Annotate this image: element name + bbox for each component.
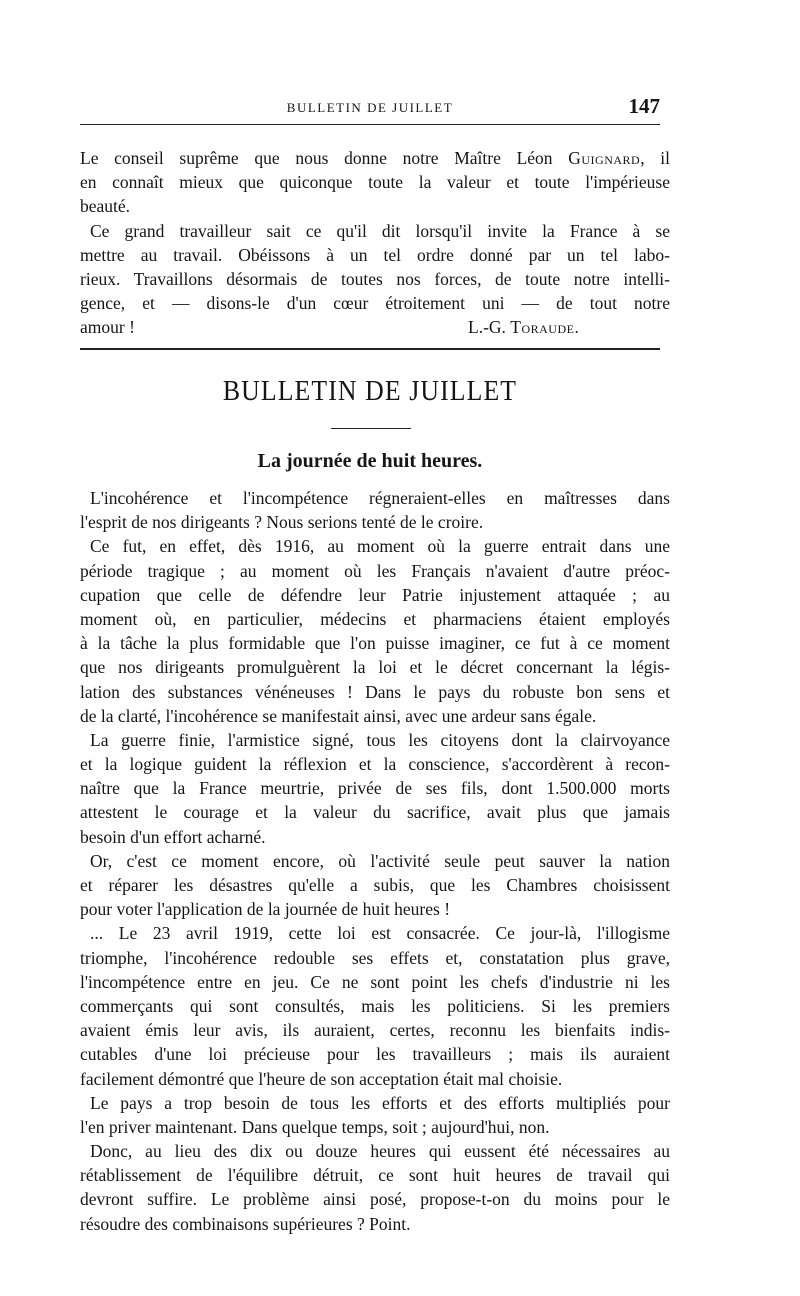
text-line: et la logique guident la réflexion et la conscience, s'accordèrent à recon- — [80, 754, 670, 775]
title-rule — [331, 428, 411, 429]
article-body — [80, 486, 670, 1236]
text-line: mettre au travail. Obéissons à un tel ordre donné par un tel labo- — [80, 244, 670, 265]
text-line: période tragique ; au moment où les Français n'avaient d'autre préoc- — [80, 560, 670, 581]
text-line: moment où, en particulier, médecins et pharmaciens étaient employés — [80, 608, 670, 629]
section-title: BULLETIN DE JUILLET — [222, 376, 518, 407]
text-line: naître que la France meurtrie, privée de ses fils, dont 1.500.000 morts — [80, 778, 670, 799]
header-rule — [80, 124, 660, 125]
text-line: avaient émis leur avis, ils auraient, certes, reconnu les bienfaits indis- — [80, 1020, 670, 1041]
text-line: gence, et — disons-le d'un cœur étroitement uni — de tout notre — [80, 293, 670, 314]
text-line: Ce fut, en effet, dès 1916, au moment où la guerre entrait dans une — [90, 536, 670, 557]
text-line: et réparer les désastres qu'elle a subis, que les Chambres choisissent — [80, 875, 670, 895]
text-line: résoudre des combinaisons supérieures ? Point. — [80, 1213, 411, 1234]
text-line: que nos dirigeants promulguèrent la loi et le décret concernant la légis- — [80, 657, 670, 678]
text-line: rieux. Travaillons désormais de toutes nos forces, de toute notre intelli- — [80, 268, 670, 289]
signature-line — [80, 315, 670, 339]
text-line: lation des substances vénéneuses ! Dans le pays du robuste bon sens et — [80, 681, 670, 702]
text-line: pour voter l'application de la journée de huit heures ! — [80, 899, 451, 920]
text-line: cupation que celle de défendre leur Patrie injustement attaquée ; au — [80, 584, 670, 605]
text-line: l'incompétence entre en jeu. Ce ne sont point les chefs d'industrie ni les — [80, 971, 670, 992]
text-line: en connaît mieux que quiconque toute la valeur et toute l'impérieuse — [80, 172, 670, 193]
text-line: Le pays a trop besoin de tous les efforts et des efforts multipliés pour — [90, 1092, 670, 1113]
running-head — [80, 94, 660, 120]
closing-word: amour ! — [80, 317, 135, 338]
text-line: Ce grand travailleur sait ce qu'il dit lorsqu'il invite la France à se — [90, 220, 670, 241]
text-line: beauté. — [80, 196, 131, 217]
text-line: de la clarté, l'incohérence se manifestait ainsi, avec une ardeur sans égale. — [80, 705, 597, 726]
text-line: L'incohérence et l'incompétence régneraient-elles en maîtresses dans — [90, 488, 670, 508]
page-number: 147 — [628, 94, 660, 118]
text-line: triomphe, l'incohérence redouble ses effets et, constatation plus grave, — [80, 947, 670, 968]
text-line: attestent le courage et la valeur du sacrifice, avait plus que jamais — [80, 802, 670, 823]
text-line: Le conseil suprême que nous donne notre Maître Léon Guignard, il — [80, 148, 670, 168]
text-line: Or, c'est ce moment encore, où l'activité seule peut sauver la nation — [90, 850, 670, 871]
signature: L.-G. Toraude. — [468, 317, 580, 338]
text-line: commerçants qui sont consultés, mais les politiciens. Si les premiers — [80, 995, 670, 1016]
running-title: BULLETIN DE JUILLET — [286, 100, 454, 115]
text-line: La guerre finie, l'armistice signé, tous les citoyens dont la clairvoyance — [90, 729, 670, 750]
text-line: besoin d'un effort acharné. — [80, 826, 266, 847]
text-line: cutables d'une loi précieuse pour les travailleurs ; mais ils auraient — [80, 1044, 670, 1065]
text-line: l'en priver maintenant. Dans quelque temps, soit ; aujourd'hui, non. — [80, 1116, 550, 1137]
text-line: ... Le 23 avril 1919, cette loi est consacrée. Ce jour-là, l'illogisme — [90, 923, 670, 944]
text-line: rétablissement de l'équilibre détruit, ce sont huit heures de travail qui — [80, 1165, 670, 1186]
text-line: Donc, au lieu des dix ou douze heures qui eussent été nécessaires au — [90, 1141, 670, 1162]
article-subtitle: La journée de huit heures. — [257, 450, 483, 472]
section-rule — [80, 348, 660, 350]
text-line: devront suffire. Le problème ainsi posé, propose-t-on du moins pour le — [80, 1189, 670, 1210]
author-name: Guignard — [568, 148, 641, 168]
text-line: à la tâche la plus formidable que l'on puisse imaginer, ce fut à ce moment — [80, 633, 670, 654]
text-line: l'esprit de nos dirigeants ? Nous serions tenté de le croire. — [80, 512, 484, 533]
intro-paragraph — [80, 146, 670, 340]
text-line: facilement démontré que l'heure de son acceptation était mal choisie. — [80, 1068, 563, 1089]
